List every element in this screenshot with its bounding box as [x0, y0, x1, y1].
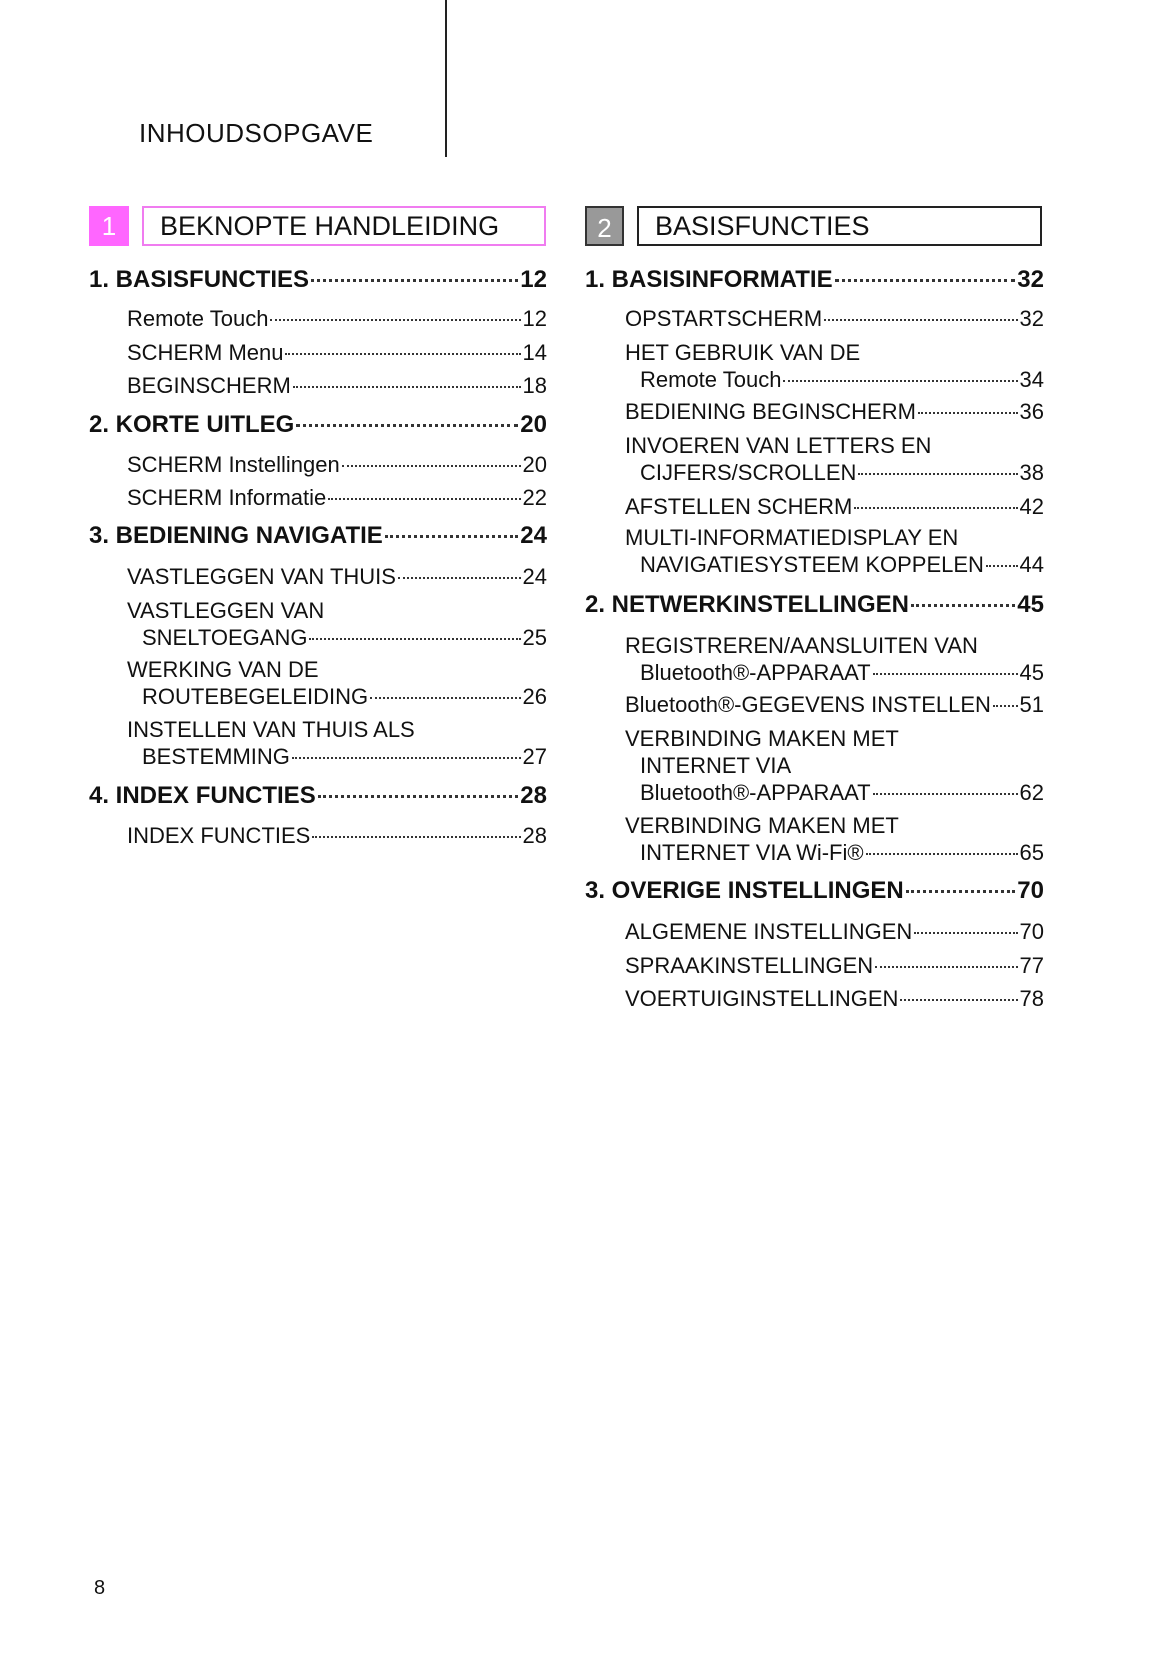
toc-entry[interactable] — [625, 524, 1044, 578]
toc-chapter[interactable] — [89, 411, 547, 438]
section-1-title: BEKNOPTE HANDLEIDING — [142, 206, 546, 246]
toc-entry-text: 2. KORTE UITLEG — [89, 411, 295, 438]
toc-entry-text: Remote Touch — [127, 306, 269, 331]
toc-page-number: 36 — [1019, 399, 1044, 424]
page-number: 8 — [94, 1577, 106, 1599]
dot-leader — [296, 424, 518, 427]
toc-chapter[interactable] — [89, 522, 547, 549]
toc-page-number: 78 — [1019, 986, 1044, 1011]
toc-chapter[interactable] — [585, 877, 1044, 904]
dot-leader — [309, 638, 520, 640]
toc-page-number: 70 — [1017, 877, 1044, 904]
toc-entry[interactable] — [625, 398, 1044, 425]
dot-leader — [293, 386, 521, 388]
section-2-number: 2 — [585, 206, 624, 246]
dot-leader — [854, 507, 1017, 509]
dot-leader — [866, 853, 1018, 855]
toc-page-number: 65 — [1019, 840, 1044, 865]
dot-leader — [342, 465, 521, 467]
dot-leader — [875, 966, 1017, 968]
dot-leader — [270, 319, 520, 321]
dot-leader — [783, 380, 1017, 382]
toc-entry-text: Bluetooth®-GEGEVENS INSTELLEN — [625, 692, 991, 717]
toc-entry[interactable] — [127, 372, 547, 399]
toc-entry[interactable] — [625, 725, 1044, 806]
toc-entry-text: MULTI-INFORMATIEDISPLAY EN — [625, 525, 959, 550]
toc-entry[interactable] — [625, 812, 1044, 866]
toc-page-number: 42 — [1019, 494, 1044, 519]
dot-leader — [370, 697, 520, 699]
toc-entry-text: SPRAAKINSTELLINGEN — [625, 953, 874, 978]
dot-leader — [312, 836, 520, 838]
toc-entry-text: INTERNET VIA — [640, 753, 792, 778]
toc-entry-text: 1. BASISINFORMATIE — [585, 266, 833, 293]
toc-entry[interactable] — [625, 305, 1044, 332]
dot-leader — [311, 279, 518, 282]
toc-entry[interactable] — [625, 432, 1044, 486]
dot-leader — [873, 793, 1018, 795]
toc-entry[interactable] — [127, 484, 547, 511]
toc-entry-text: INTERNET VIA Wi-Fi® — [640, 840, 864, 865]
toc-chapter[interactable] — [585, 266, 1044, 293]
toc-page-number: 34 — [1019, 367, 1044, 392]
toc-entry-text: VOERTUIGINSTELLINGEN — [625, 986, 899, 1011]
toc-page-number: 28 — [522, 823, 547, 848]
toc-entry[interactable] — [625, 339, 1044, 393]
dot-leader — [911, 604, 1015, 607]
dot-leader — [292, 757, 521, 759]
toc-entry-text: INDEX FUNCTIES — [127, 823, 311, 848]
toc-entry-text: 2. NETWERKINSTELLINGEN — [585, 591, 910, 618]
toc-entry-text: SCHERM Informatie — [127, 485, 327, 510]
toc-page-number: 24 — [522, 564, 547, 589]
dot-leader — [285, 353, 520, 355]
toc-entry-text: BEDIENING BEGINSCHERM — [625, 399, 916, 424]
toc-entry-text: 3. BEDIENING NAVIGATIE — [89, 522, 383, 549]
toc-entry-text: VERBINDING MAKEN MET — [625, 813, 899, 838]
toc-entry[interactable] — [127, 656, 547, 710]
toc-page-number: 45 — [1019, 660, 1044, 685]
toc-page-number: 51 — [1019, 692, 1044, 717]
toc-page-number: 20 — [522, 452, 547, 477]
page-title: INHOUDSOPGAVE — [139, 118, 374, 148]
dot-leader — [900, 999, 1017, 1001]
toc-page-number: 32 — [1019, 306, 1044, 331]
toc-page-number: 28 — [520, 782, 547, 809]
toc-entry-text: 1. BASISFUNCTIES — [89, 266, 310, 293]
toc-entry-text: SNELTOEGANG — [142, 625, 308, 650]
toc-entry-text: BESTEMMING — [142, 744, 290, 769]
toc-entry-text: VASTLEGGEN VAN — [127, 598, 325, 623]
toc-page-number: 38 — [1019, 460, 1044, 485]
toc-entry[interactable] — [127, 822, 547, 849]
toc-page-number: 44 — [1019, 552, 1044, 577]
dot-leader — [986, 565, 1018, 567]
dot-leader — [918, 412, 1018, 414]
toc-entry-text: OPSTARTSCHERM — [625, 306, 823, 331]
toc-entry-text: NAVIGATIESYSTEEM KOPPELEN — [640, 552, 984, 577]
toc-entry[interactable] — [625, 493, 1044, 520]
toc-page-number: 24 — [520, 522, 547, 549]
toc-entry[interactable] — [625, 691, 1044, 718]
toc-entry-text: Bluetooth®-APPARAAT — [640, 780, 871, 805]
toc-page-number: 22 — [522, 485, 547, 510]
toc-chapter[interactable] — [89, 266, 547, 293]
toc-entry-text: Bluetooth®-APPARAAT — [640, 660, 871, 685]
toc-entry-text: INVOEREN VAN LETTERS EN — [625, 433, 932, 458]
toc-entry-text: 4. INDEX FUNCTIES — [89, 782, 316, 809]
dot-leader — [318, 795, 519, 798]
toc-page-number: 32 — [1017, 266, 1044, 293]
toc-page-number: 27 — [522, 744, 547, 769]
toc-entry[interactable] — [127, 563, 547, 590]
toc-page-number: 14 — [522, 340, 547, 365]
section-1-number: 1 — [89, 206, 129, 246]
toc-entry-text: 3. OVERIGE INSTELLINGEN — [585, 877, 904, 904]
toc-entry-text: SCHERM Menu — [127, 340, 284, 365]
toc-entry[interactable] — [625, 985, 1044, 1012]
toc-chapter[interactable] — [89, 782, 547, 809]
toc-entry-text: AFSTELLEN SCHERM — [625, 494, 853, 519]
toc-entry[interactable] — [127, 597, 547, 651]
toc-entry[interactable] — [625, 632, 1044, 686]
header-divider — [445, 0, 447, 157]
toc-entry[interactable] — [625, 952, 1044, 979]
toc-entry-text: BEGINSCHERM — [127, 373, 291, 398]
toc-entry-text: ALGEMENE INSTELLINGEN — [625, 919, 913, 944]
dot-leader — [328, 498, 520, 500]
toc-entry-text: Remote Touch — [640, 367, 782, 392]
toc-entry-text: SCHERM Instellingen — [127, 452, 340, 477]
toc-page-number: 18 — [522, 373, 547, 398]
toc-page-number: 45 — [1017, 591, 1044, 618]
toc-page-number: 77 — [1019, 953, 1044, 978]
toc-entry-text: HET GEBRUIK VAN DE — [625, 340, 861, 365]
dot-leader — [914, 932, 1017, 934]
toc-page-number: 62 — [1019, 780, 1044, 805]
toc-entry-text: CIJFERS/SCROLLEN — [640, 460, 857, 485]
toc-page-number: 20 — [520, 411, 547, 438]
toc-entry[interactable] — [127, 305, 547, 332]
toc-page-number: 12 — [522, 306, 547, 331]
dot-leader — [858, 473, 1017, 475]
dot-leader — [835, 279, 1016, 282]
toc-entry[interactable] — [127, 451, 547, 478]
dot-leader — [385, 535, 518, 538]
toc-entry-text: VASTLEGGEN VAN THUIS — [127, 564, 396, 589]
toc-entry[interactable] — [127, 339, 547, 366]
toc-entry-text: INSTELLEN VAN THUIS ALS — [127, 717, 415, 742]
toc-page-number: 25 — [522, 625, 547, 650]
dot-leader — [398, 577, 521, 579]
toc-entry-text: VERBINDING MAKEN MET — [625, 726, 899, 751]
toc-chapter[interactable] — [585, 591, 1044, 618]
dot-leader — [993, 705, 1018, 707]
toc-entry[interactable] — [625, 918, 1044, 945]
toc-page-number: 12 — [520, 266, 547, 293]
section-2-title: BASISFUNCTIES — [637, 206, 1042, 246]
toc-entry-text: ROUTEBEGELEIDING — [142, 684, 369, 709]
dot-leader — [906, 890, 1016, 893]
toc-page-number: 26 — [522, 684, 547, 709]
toc-entry[interactable] — [127, 716, 547, 770]
dot-leader — [873, 673, 1018, 675]
toc-entry-text: WERKING VAN DE — [127, 657, 319, 682]
dot-leader — [824, 319, 1017, 321]
toc-page-number: 70 — [1019, 919, 1044, 944]
toc-entry-text: REGISTREREN/AANSLUITEN VAN — [625, 633, 978, 658]
